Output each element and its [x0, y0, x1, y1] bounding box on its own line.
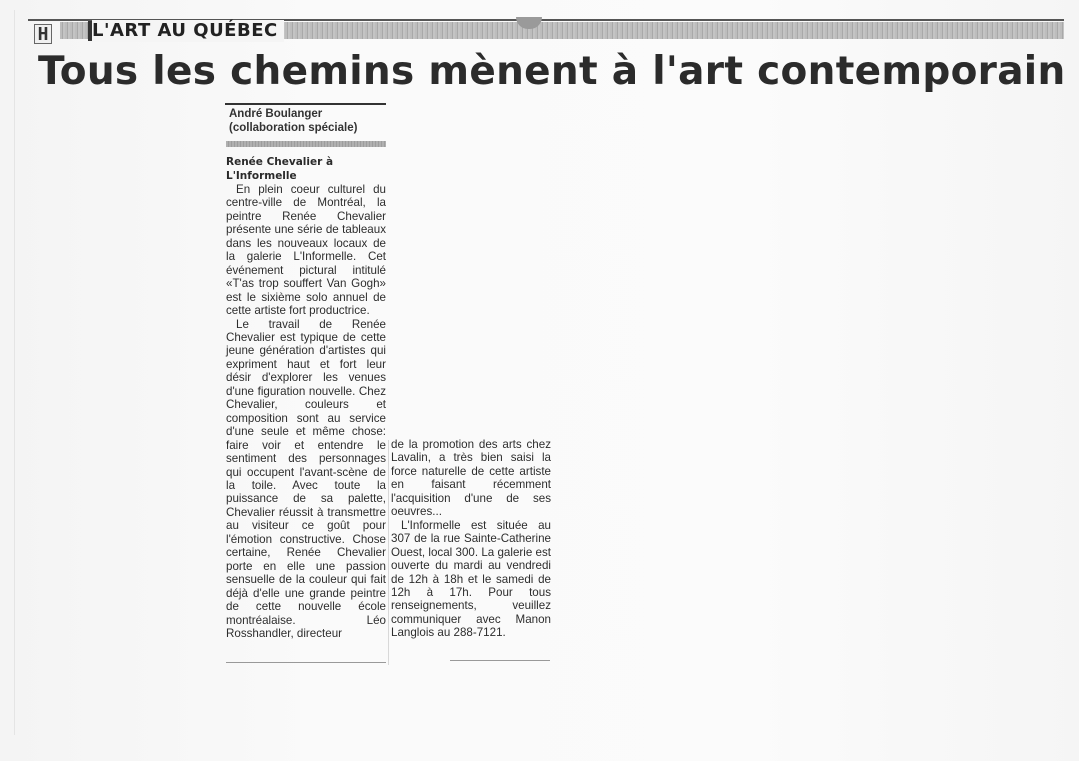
byline-author: André Boulanger	[229, 108, 323, 120]
article-column-1	[226, 156, 386, 640]
paragraph: L'Informelle est située au 307 de la rue Sainte-Catherine Ouest, local 300. La galerie est ouverte du mardi au vendredi de 12h à 18h et le samedi de 12h à 17h. Pour tous renseignements, veuillez communiquer avec Manon Langlois au 288-7121.	[391, 518, 551, 640]
scan-edge	[14, 10, 15, 735]
paragraph: Le travail de Renée Chevalier est typique de cette jeune génération d'artistes qui expriment haut et fort leur désir d'explorer les venues d'une figuration nouvelle. Chez Chevalier, couleurs et composition sont au service d'une seule et même chose: faire voir et entendre le sentiment des personnages qui occupent l'avant-scène de la toile. Avec toute la puissance de sa palette, Chevalier réussit à transmettre au visiteur ce goût pour l'émotion constructive. Chose certaine, Renée Chevalier porte en elle une passion sensuelle de la couleur qui fait déjà d'elle une grande peintre de cette nouvelle école montréalaise. Léo Rosshandler, directeur	[226, 317, 386, 640]
column-separator	[388, 440, 389, 665]
byline-bar	[226, 141, 386, 147]
paragraph: de la promotion des arts chez Lavalin, a très bien saisi la force naturelle de cette artiste en faisant récemment l'acquisition d'une de ses oeuvres...	[391, 438, 551, 519]
headline: Tous les chemins mènent à l'art contemporain	[38, 49, 1066, 94]
section-kicker: L'ART AU QUÉBEC	[92, 20, 284, 42]
column-end-rule	[226, 662, 386, 663]
article-end-rule	[450, 660, 550, 661]
article-column-2	[391, 438, 551, 640]
article-subhead: Renée Chevalier à L'Informelle	[226, 156, 334, 182]
byline	[229, 108, 389, 135]
newspaper-logo-icon: H	[34, 24, 52, 44]
byline-rule	[225, 103, 386, 105]
paragraph: En plein coeur culturel du centre-ville de Montréal, la peintre Renée Chevalier présente une série de tableaux dans les nouveaux locaux de la galerie L'Informelle. Cet événement pictural intitulé «T'as trop souffert Van Gogh» est le sixième solo annuel de cette artiste fort productrice.	[226, 183, 386, 318]
byline-credit: (collaboration spéciale)	[229, 121, 358, 134]
